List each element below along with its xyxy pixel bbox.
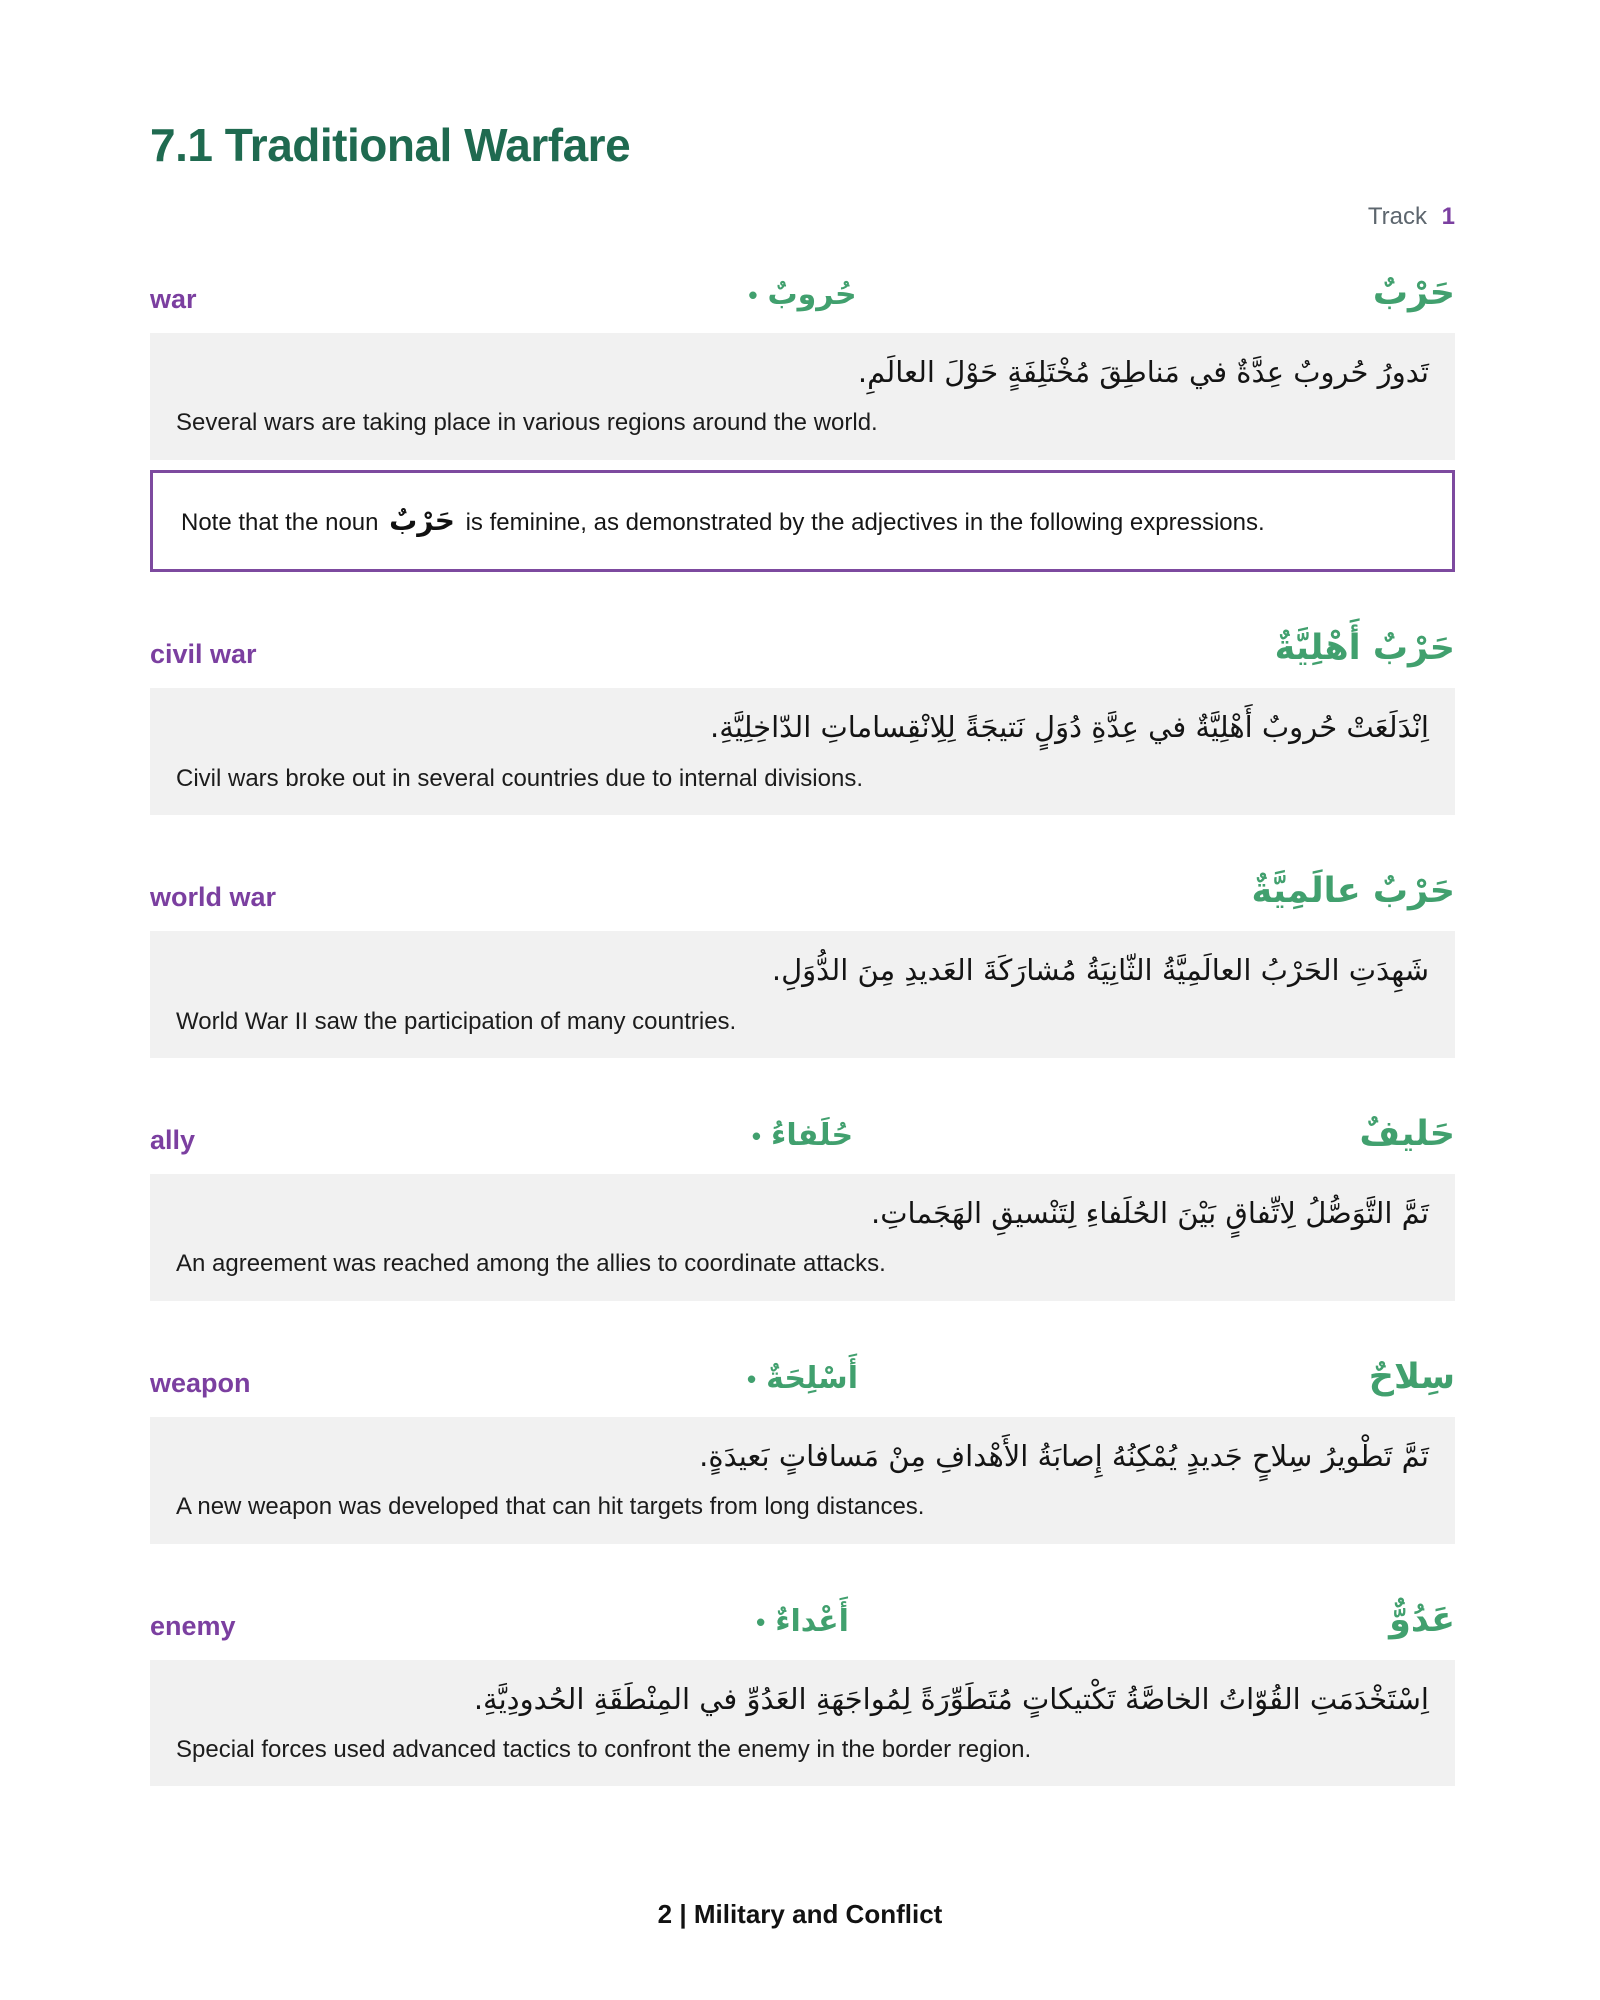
note-box [150,470,1455,573]
headword-row [150,265,1455,321]
example-box [150,1660,1455,1787]
headword-arabic: سِلاحٌ [1368,1356,1455,1397]
vocab-entry [150,863,1455,1058]
note-text-before: Note that the noun [181,508,379,536]
vocab-entry [150,1349,1455,1544]
plural-group [756,1598,849,1646]
english-gloss: war [150,283,197,314]
example-box [150,333,1455,460]
bullet-icon: • [756,1606,766,1637]
english-gloss: enemy [150,1610,236,1641]
headword-arabic: حَرْبٌ أَهْلِيَّةٌ [1274,628,1455,669]
arabic-sentence: تَدورُ حُروبٌ عِدَّةٌ في مَناطِقَ مُخْتَلِفَةٍ حَوْلَ العالَمِ. [857,354,1429,389]
bullet-icon: • [751,1120,762,1151]
headword-row [150,1349,1455,1405]
vocab-entry [150,265,1455,573]
track-label: Track [1367,202,1427,230]
english-translation: Civil wars broke out in several countries due to internal divisions. [176,764,863,792]
example-box [150,1174,1455,1301]
plural-group [747,1355,858,1403]
arabic-sentence: اِنْدَلَعَتْ حُروبٌ أَهْلِيَّةٌ في عِدَّةِ دُوَلٍ نَتيجَةً لِلِانْقِساماتِ الدّاخِلِيَّةِ. [710,710,1429,745]
plural-group [752,1112,853,1160]
page-title: 7.1 Traditional Warfare [150,119,631,171]
headword-arabic: عَدُوٌّ [1389,1599,1455,1640]
arabic-sentence: تَمَّ تَطْويرُ سِلاحٍ جَديدٍ يُمْكِنُهُ إِصابَةُ الأَهْدافِ مِنْ مَسافاتٍ بَعيدَةٍ. [699,1438,1429,1473]
headword-arabic: حَرْبٌ [1372,272,1455,313]
example-box [150,688,1455,815]
track-number: 1 [1441,202,1455,230]
arabic-sentence: تَمَّ التَّوَصُّلُ لِاتِّفاقٍ بَيْنَ الحُلَفاءِ لِتَنْسيقِ الهَجَماتِ. [870,1195,1429,1230]
plural-arabic: حُلَفاءُ [771,1117,854,1153]
page-footer: 2 | Military and Conflict [657,1899,943,1929]
headword-arabic: حَرْبٌ عالَمِيَّةٌ [1251,871,1455,912]
english-translation: Special forces used advanced tactics to confront the enemy in the border region. [176,1735,1032,1763]
english-translation: An agreement was reached among the allies to coordinate attacks. [176,1250,886,1278]
headword-arabic: حَليفٌ [1359,1113,1456,1154]
english-gloss: ally [150,1124,196,1155]
note-text-after: is feminine, as demonstrated by the adjectives in the following expressions. [465,508,1265,536]
plural-arabic: حُروبٌ [767,276,857,312]
plural-arabic: أَعْداءٌ [775,1603,849,1639]
english-translation: World War II saw the participation of many countries. [176,1007,737,1035]
headword-row [150,620,1455,676]
english-gloss: weapon [150,1367,251,1398]
vocab-entry [150,620,1455,815]
plural-group [748,271,856,319]
headword-row [150,1592,1455,1648]
track-row [150,203,1455,231]
english-gloss: civil war [150,639,257,670]
headword-row [150,863,1455,919]
vocab-entry [150,1106,1455,1301]
example-box [150,931,1455,1058]
vocab-entry [150,1592,1455,1787]
headword-row [150,1106,1455,1162]
bullet-icon: • [748,279,758,310]
arabic-sentence: شَهِدَتِ الحَرْبُ العالَمِيَّةُ الثّانِيَةُ مُشارَكَةَ العَديدِ مِنَ الدُّوَلِ. [771,953,1429,988]
plural-arabic: أَسْلِحَةٌ [766,1360,858,1396]
page-content [150,0,1455,1834]
english-translation: Several wars are taking place in various regions around the world. [176,409,878,437]
entries [150,265,1455,1786]
example-box [150,1417,1455,1544]
english-gloss: world war [150,882,277,913]
note-arabic-word: حَرْبٌ [389,503,455,537]
bullet-icon: • [747,1363,757,1394]
english-translation: A new weapon was developed that can hit targets from long distances. [176,1493,925,1521]
arabic-sentence: اِسْتَخْدَمَتِ القُوّاتُ الخاصَّةُ تَكْتيكاتٍ مُتَطَوِّرَةً لِمُواجَهَةِ العَدُوِّ في المِنْطَقَةِ الحُدودِيَّةِ. [473,1681,1429,1716]
